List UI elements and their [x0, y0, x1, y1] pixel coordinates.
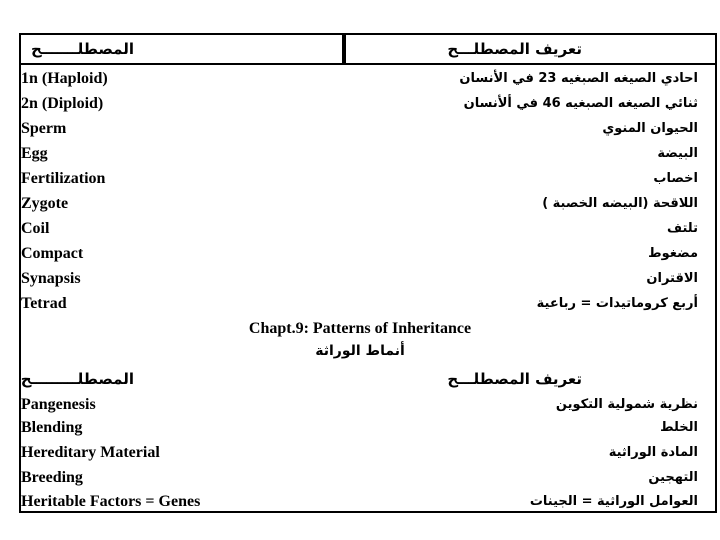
term-cell: Heritable Factors = Genes	[21, 493, 201, 510]
term-cell: Tetrad	[21, 295, 67, 312]
definition-cell: نظرية شمولية التكوين	[555, 397, 698, 412]
definition-cell: الخلط	[660, 420, 698, 435]
definition-cell: اخصاب	[653, 171, 698, 186]
definition-cell: أربع كروماتيدات = رباعية	[536, 296, 698, 311]
definition-header: تعريف المصطلـــح	[447, 40, 582, 58]
definition-cell: البيضة	[657, 146, 698, 161]
definition-cell: تلتف	[667, 221, 698, 236]
definition-cell: مضغوط	[648, 246, 698, 261]
definition-cell: ثنائي الصيغه الصبغيه 46 في ألأنسان	[463, 96, 698, 111]
definition-cell: المادة الوراثية	[608, 445, 698, 460]
term-cell: 2n (Diploid)	[21, 95, 104, 112]
term-cell: Coil	[21, 220, 50, 237]
definition-cell: الاقتران	[646, 271, 698, 286]
chapter-title: Chapt.9: Patterns of Inheritance	[248, 320, 472, 337]
definition-cell: التهجين	[648, 470, 698, 485]
term-cell: Compact	[21, 245, 84, 262]
term-cell: Hereditary Material	[21, 444, 160, 461]
term-cell: Breeding	[21, 469, 83, 486]
term-cell: Fertilization	[21, 170, 106, 187]
term-cell: Sperm	[21, 120, 67, 137]
term-cell: 1n (Haploid)	[21, 70, 108, 87]
term-header: المصطلـــــــــح	[20, 370, 134, 388]
term-cell: Blending	[21, 419, 83, 436]
definition-cell: الحيوان المنوي	[602, 121, 698, 136]
chapter-title-arabic: أنماط الوراثة	[315, 343, 405, 359]
term-cell: Egg	[21, 145, 48, 162]
term-cell: Pangenesis	[21, 396, 96, 413]
term-header: المصطلـــــــح	[30, 40, 134, 58]
term-cell: Zygote	[21, 195, 69, 212]
definition-cell: اللاقحة (البيضه الخصبة )	[542, 196, 698, 211]
definition-header: تعريف المصطلـــح	[447, 370, 582, 388]
definition-cell: العوامل الوراثية = الجينات	[529, 494, 698, 509]
term-cell: Synapsis	[21, 270, 81, 287]
definition-cell: احادي الصيغه الصبغيه 23 في الأنسان	[459, 71, 698, 86]
